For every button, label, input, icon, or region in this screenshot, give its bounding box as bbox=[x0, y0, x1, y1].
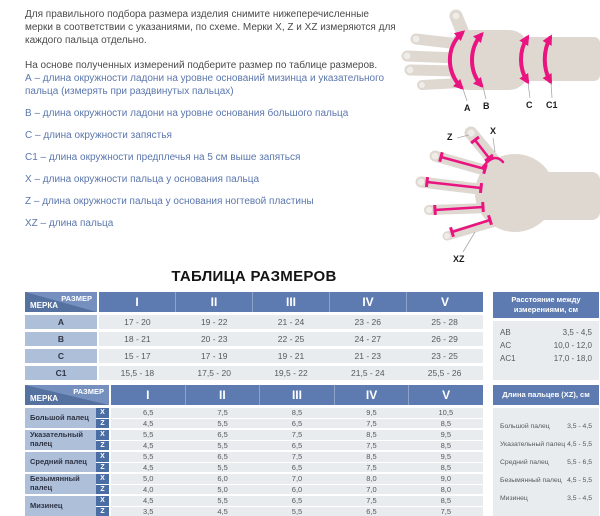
column-header: I bbox=[99, 292, 175, 312]
size-table-fingers bbox=[25, 385, 600, 516]
size-cell: 6,5 bbox=[260, 496, 334, 506]
definition-a: А – длина окружности ладони на уровне оснований мизинца и указательного пальца (измерять при раздвинутых пальцах) bbox=[25, 72, 397, 98]
size-cell: 6,0 bbox=[260, 485, 334, 495]
x-row bbox=[111, 430, 483, 440]
z-row bbox=[111, 485, 483, 495]
distance-row bbox=[500, 352, 592, 365]
z-row bbox=[111, 463, 483, 473]
size-cell: 9,5 bbox=[409, 430, 483, 440]
z-badge: Z bbox=[96, 419, 109, 429]
size-cell: 17 - 19 bbox=[176, 349, 253, 363]
size-cell: 8,0 bbox=[334, 474, 408, 484]
size-cell: 6,5 bbox=[111, 408, 185, 418]
finger-length-row bbox=[500, 473, 592, 488]
corner-size-label: РАЗМЕР bbox=[73, 387, 104, 396]
size-cell: 15 - 17 bbox=[99, 349, 176, 363]
definition-c: С – длина окружности запястья bbox=[25, 129, 397, 142]
row-label: С1 bbox=[25, 366, 97, 380]
x-badge: X bbox=[96, 474, 109, 484]
size-table-circumferences bbox=[25, 292, 600, 380]
finger-length-panel bbox=[493, 385, 599, 516]
z-row bbox=[111, 441, 483, 451]
finger-group-ring bbox=[25, 474, 483, 494]
size-cell: 5,5 bbox=[185, 419, 259, 429]
finger-label: Средний палец bbox=[25, 452, 96, 472]
intro-paragraph-1: Для правильного подбора размера изделия снимите нижеперечисленные мерки в соответствии с указаниями, по схеме. Мерки X, Z и XZ измеряются для каждого пальца отдельно. bbox=[25, 8, 397, 48]
measure-label-b: B bbox=[483, 101, 490, 111]
distance-label: AB bbox=[500, 326, 511, 339]
xz-badges bbox=[96, 496, 109, 516]
size-cell: 6,5 bbox=[260, 441, 334, 451]
size-cell: 9,0 bbox=[409, 474, 483, 484]
finger-group-index bbox=[25, 430, 483, 450]
z-badge: Z bbox=[96, 441, 109, 451]
size-cell: 7,5 bbox=[334, 419, 408, 429]
xz-badges bbox=[96, 430, 109, 450]
distance-value: 3,5 - 4,5 bbox=[563, 326, 592, 339]
finger-length-value: 3,5 - 4,5 bbox=[567, 419, 592, 434]
size-cell: 5,5 bbox=[185, 441, 259, 451]
column-header: III bbox=[259, 385, 334, 405]
size-cell: 5,0 bbox=[111, 474, 185, 484]
measure-label-c1: C1 bbox=[546, 100, 558, 110]
size-cell: 22 - 25 bbox=[253, 332, 330, 346]
distance-value: 10,0 - 12,0 bbox=[554, 339, 592, 352]
size-cell: 15,5 - 18 bbox=[99, 366, 176, 380]
finger-values bbox=[111, 408, 483, 428]
corner-measure-label: МЕРКА bbox=[30, 301, 58, 310]
size-cell: 5,0 bbox=[185, 485, 259, 495]
x-badge: X bbox=[96, 430, 109, 440]
z-badge: Z bbox=[96, 485, 109, 495]
size-cell: 25 - 28 bbox=[406, 315, 483, 329]
hand-diagram-fingers bbox=[397, 120, 600, 265]
measure-definitions bbox=[25, 72, 397, 230]
measure-label-x: X bbox=[490, 126, 496, 136]
column-header: IV bbox=[334, 385, 409, 405]
size-cell: 8,5 bbox=[409, 463, 483, 473]
table-row bbox=[25, 349, 483, 363]
size-cell: 21 - 23 bbox=[329, 349, 406, 363]
size-cell: 17 - 20 bbox=[99, 315, 176, 329]
row-label: С bbox=[25, 349, 97, 363]
size-cell: 18 - 21 bbox=[99, 332, 176, 346]
z-row bbox=[111, 419, 483, 429]
size-cell: 4,5 bbox=[111, 496, 185, 506]
size-cell: 21 - 24 bbox=[253, 315, 330, 329]
definition-b: В – длина окружности ладони на уровне основания большого пальца bbox=[25, 107, 397, 120]
size-cell: 8,5 bbox=[260, 408, 334, 418]
finger-group-thumb bbox=[25, 408, 483, 428]
size-cell: 7,5 bbox=[334, 441, 408, 451]
size-cell: 6,5 bbox=[260, 463, 334, 473]
finger-length-label: Указательный палец bbox=[500, 437, 565, 452]
measure-label-z: Z bbox=[447, 132, 453, 142]
size-cell: 4,5 bbox=[185, 507, 259, 516]
size-cell: 6,5 bbox=[260, 419, 334, 429]
finger-group-middle bbox=[25, 452, 483, 472]
measure-label-xz: XZ bbox=[453, 254, 465, 264]
distance-panel-body bbox=[493, 321, 599, 381]
row-values bbox=[99, 366, 483, 380]
finger-length-header: Длина пальцев (XZ), см bbox=[493, 385, 599, 405]
table2-header bbox=[25, 385, 483, 405]
size-cell: 8,5 bbox=[409, 441, 483, 451]
size-cell: 8,5 bbox=[409, 419, 483, 429]
row-label: А bbox=[25, 315, 97, 329]
hand-diagram-circumferences bbox=[397, 8, 600, 113]
finger-length-body bbox=[493, 408, 599, 516]
distance-label: AC1 bbox=[500, 352, 516, 365]
row-values bbox=[99, 315, 483, 329]
distance-row bbox=[500, 326, 592, 339]
finger-group-pinky bbox=[25, 496, 483, 516]
size-cell: 8,5 bbox=[334, 430, 408, 440]
column-header: II bbox=[175, 292, 252, 312]
size-cell: 8,0 bbox=[409, 485, 483, 495]
size-cell: 6,0 bbox=[185, 474, 259, 484]
table-row bbox=[25, 315, 483, 329]
finger-length-value: 4,5 - 5,5 bbox=[567, 437, 592, 452]
measure-label-a: A bbox=[464, 103, 471, 113]
size-cell: 19 - 22 bbox=[176, 315, 253, 329]
size-cell: 5,5 bbox=[260, 507, 334, 516]
xz-badges bbox=[96, 474, 109, 494]
distance-panel-header: Расстояние между измерениями, см bbox=[493, 292, 599, 318]
size-cell: 5,5 bbox=[111, 430, 185, 440]
size-cell: 24 - 27 bbox=[329, 332, 406, 346]
hand-diagrams bbox=[397, 8, 600, 265]
distance-row bbox=[500, 339, 592, 352]
finger-length-row bbox=[500, 419, 592, 434]
measure-label-c: C bbox=[526, 100, 533, 110]
z-badge: Z bbox=[96, 507, 109, 516]
size-cell: 8,5 bbox=[334, 452, 408, 462]
finger-length-row bbox=[500, 491, 592, 506]
column-header: II bbox=[185, 385, 260, 405]
size-table-title: ТАБЛИЦА РАЗМЕРОВ bbox=[171, 268, 336, 285]
finger-values bbox=[111, 496, 483, 516]
row-values bbox=[99, 332, 483, 346]
column-header: IV bbox=[329, 292, 406, 312]
size-cell: 9,5 bbox=[409, 452, 483, 462]
intro-paragraph-2: На основе полученных измерений подберите размер по таблице размеров. bbox=[25, 59, 397, 72]
size-cell: 4,5 bbox=[111, 441, 185, 451]
finger-values bbox=[111, 474, 483, 494]
finger-label: Большой палец bbox=[25, 408, 96, 428]
table2-corner-cell bbox=[25, 385, 109, 405]
finger-label: Указательный палец bbox=[25, 430, 96, 450]
finger-length-value: 3,5 - 4,5 bbox=[567, 491, 592, 506]
finger-length-label: Большой палец bbox=[500, 419, 550, 434]
corner-measure-label: МЕРКА bbox=[30, 394, 58, 403]
column-header: III bbox=[252, 292, 329, 312]
finger-values bbox=[111, 452, 483, 472]
finger-length-label: Средний палец bbox=[500, 455, 549, 470]
size-cell: 17,5 - 20 bbox=[176, 366, 253, 380]
x-row bbox=[111, 452, 483, 462]
size-cell: 7,5 bbox=[334, 496, 408, 506]
distance-label: AC bbox=[500, 339, 511, 352]
x-badge: X bbox=[96, 496, 109, 506]
size-cell: 23 - 25 bbox=[406, 349, 483, 363]
finger-length-value: 5,5 - 6,5 bbox=[567, 455, 592, 470]
x-row bbox=[111, 496, 483, 506]
corner-size-label: РАЗМЕР bbox=[61, 294, 92, 303]
tables-section bbox=[25, 292, 600, 516]
size-cell: 25,5 - 26 bbox=[406, 366, 483, 380]
size-cell: 7,0 bbox=[334, 485, 408, 495]
size-cell: 6,5 bbox=[185, 430, 259, 440]
xz-badges bbox=[96, 408, 109, 428]
size-cell: 5,5 bbox=[185, 496, 259, 506]
size-cell: 6,5 bbox=[185, 452, 259, 462]
distance-panel bbox=[493, 292, 599, 380]
size-cell: 23 - 26 bbox=[329, 315, 406, 329]
definition-x: Х – длина окружности пальца у основания пальца bbox=[25, 173, 397, 186]
finger-length-row bbox=[500, 455, 592, 470]
table1-main bbox=[25, 292, 483, 380]
finger-label: Безымянный палец bbox=[25, 474, 96, 494]
table-row bbox=[25, 332, 483, 346]
size-cell: 8,5 bbox=[409, 496, 483, 506]
size-cell: 4,5 bbox=[111, 419, 185, 429]
x-badge: X bbox=[96, 452, 109, 462]
xz-badges bbox=[96, 452, 109, 472]
definition-xz: XZ – длина пальца bbox=[25, 217, 397, 230]
table1-corner-cell bbox=[25, 292, 97, 312]
size-cell: 5,5 bbox=[185, 463, 259, 473]
x-badge: X bbox=[96, 408, 109, 418]
size-cell: 21,5 - 24 bbox=[329, 366, 406, 380]
size-cell: 4,5 bbox=[111, 463, 185, 473]
table1-column-headers bbox=[99, 292, 483, 312]
finger-length-row bbox=[500, 437, 592, 452]
size-cell: 7,5 bbox=[409, 507, 483, 516]
finger-values bbox=[111, 430, 483, 450]
z-row bbox=[111, 507, 483, 516]
size-cell: 9,5 bbox=[334, 408, 408, 418]
x-row bbox=[111, 408, 483, 418]
finger-length-value: 4,5 - 5,5 bbox=[567, 473, 592, 488]
size-cell: 7,0 bbox=[260, 474, 334, 484]
intro-text-block bbox=[25, 8, 397, 265]
table2-column-headers bbox=[111, 385, 483, 405]
table2-main bbox=[25, 385, 483, 516]
table-row bbox=[25, 366, 483, 380]
distance-value: 17,0 - 18,0 bbox=[554, 352, 592, 365]
size-cell: 7,5 bbox=[260, 452, 334, 462]
column-header: I bbox=[111, 385, 185, 405]
x-row bbox=[111, 474, 483, 484]
size-cell: 10,5 bbox=[409, 408, 483, 418]
hand-silhouette-1 bbox=[404, 13, 600, 90]
size-cell: 19,5 - 22 bbox=[253, 366, 330, 380]
title-row bbox=[25, 268, 483, 286]
z-badge: Z bbox=[96, 463, 109, 473]
finger-length-label: Мизинец bbox=[500, 491, 528, 506]
size-cell: 19 - 21 bbox=[253, 349, 330, 363]
size-cell: 7,5 bbox=[185, 408, 259, 418]
finger-length-label: Безымянный палец bbox=[500, 473, 562, 488]
column-header: V bbox=[406, 292, 483, 312]
definition-z: Z – длина окружности пальца у основания ногтевой пластины bbox=[25, 195, 397, 208]
size-cell: 7,5 bbox=[334, 463, 408, 473]
definition-c1: С1 – длина окружности предплечья на 5 см выше запяться bbox=[25, 151, 397, 164]
size-cell: 5,5 bbox=[111, 452, 185, 462]
size-cell: 4,0 bbox=[111, 485, 185, 495]
row-values bbox=[99, 349, 483, 363]
size-cell: 7,5 bbox=[260, 430, 334, 440]
size-cell: 20 - 23 bbox=[176, 332, 253, 346]
size-cell: 6,5 bbox=[334, 507, 408, 516]
row-label: В bbox=[25, 332, 97, 346]
column-header: V bbox=[408, 385, 483, 405]
size-cell: 3,5 bbox=[111, 507, 185, 516]
size-cell: 26 - 29 bbox=[406, 332, 483, 346]
finger-label: Мизинец bbox=[25, 496, 96, 516]
table1-header bbox=[25, 292, 483, 312]
